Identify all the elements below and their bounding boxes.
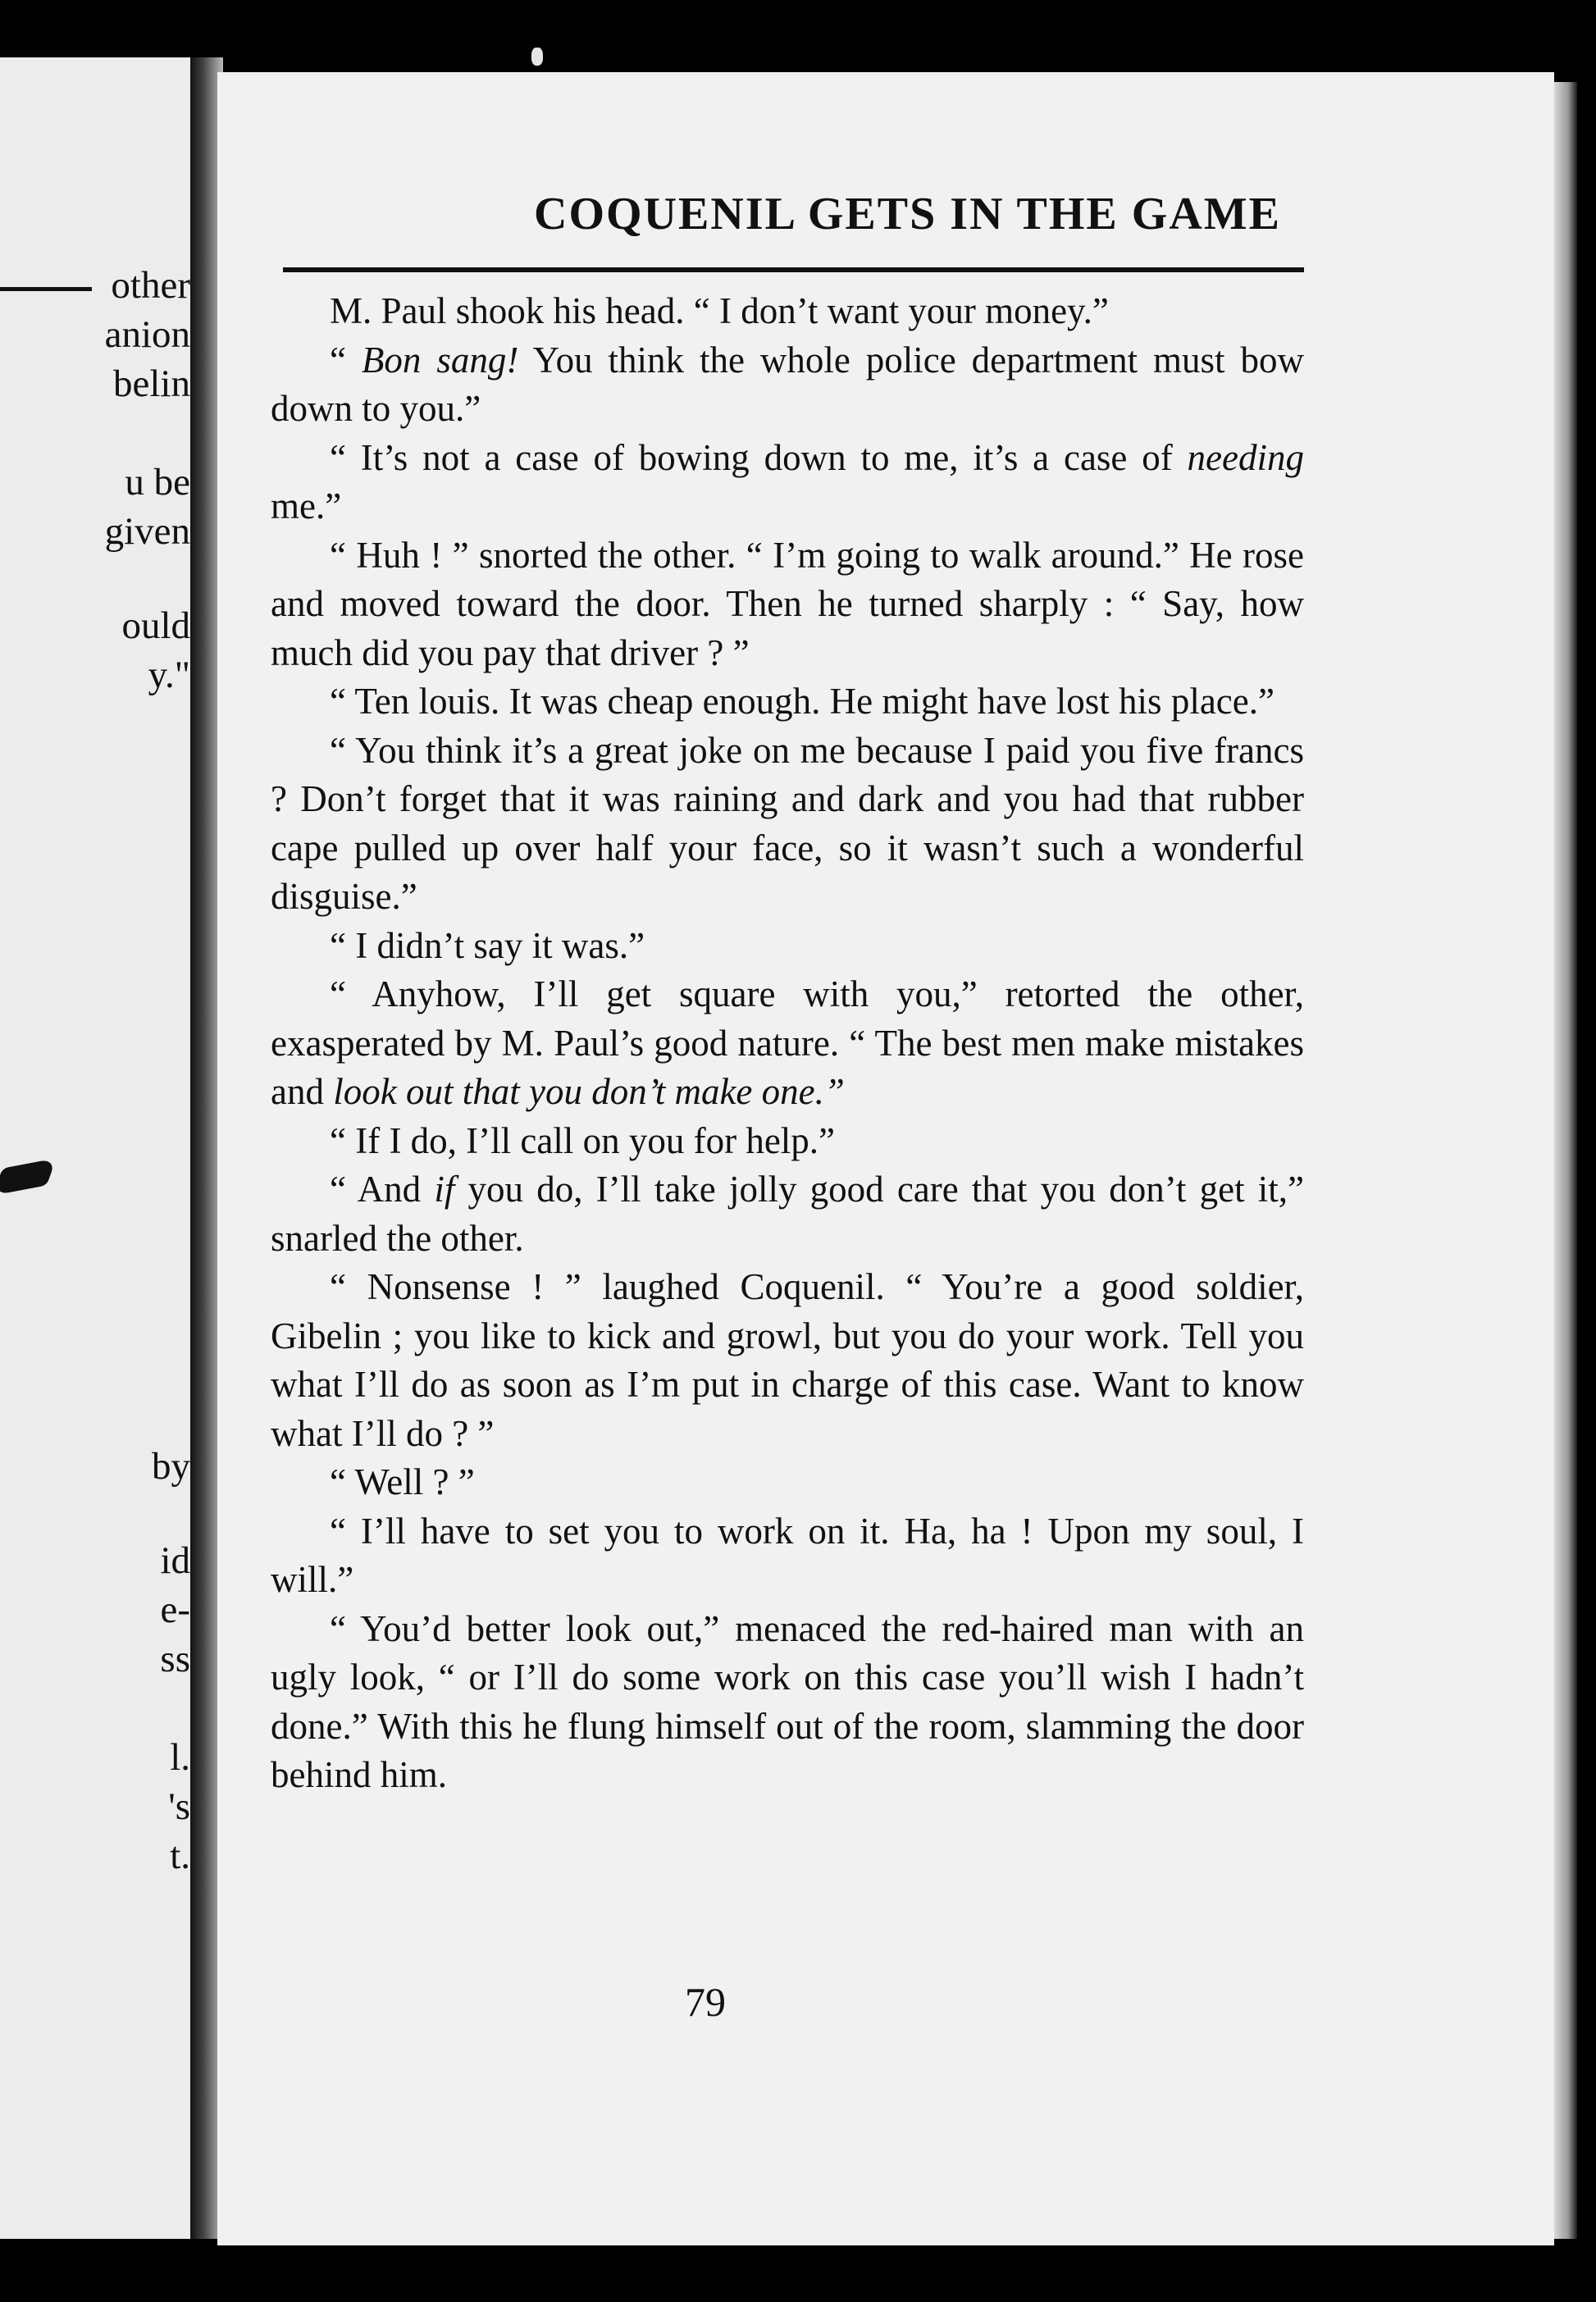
text-run: “ Ten louis. It was cheap enough. He might have lost his place.” bbox=[330, 681, 1275, 722]
book-page bbox=[217, 72, 1554, 2245]
paragraph bbox=[271, 434, 1304, 531]
text-run: “ And bbox=[330, 1169, 435, 1210]
paragraph bbox=[271, 970, 1304, 1117]
text-run: “ If I do, I’ll call on you for help.” bbox=[330, 1119, 836, 1161]
paper-speck bbox=[531, 48, 543, 66]
previous-page-fragment: other bbox=[111, 264, 190, 307]
paragraph bbox=[271, 677, 1304, 727]
previous-page-fragment: ould bbox=[121, 604, 190, 647]
paragraph bbox=[271, 727, 1304, 922]
text-run: “ It’s not a case of bowing down to me, it’s a case of bbox=[330, 436, 1188, 478]
paragraph bbox=[271, 1165, 1304, 1263]
paragraph bbox=[271, 922, 1304, 971]
text-run: “ I’ll have to set you to work on it. Ha, ha ! Upon my soul, I will.” bbox=[271, 1510, 1304, 1600]
previous-page-fragment: by bbox=[152, 1445, 190, 1488]
previous-page-head-rule bbox=[0, 287, 92, 291]
text-run: “ Huh ! ” snorted the other. “ I’m going to walk around.” He rose and moved toward the door. Then he turned sharply : “ Say, how much did you pay that driver ? ” bbox=[271, 534, 1304, 673]
text-run: You think the whole police department must bow down to you.” bbox=[271, 339, 1304, 429]
text-run: “ bbox=[330, 339, 362, 381]
previous-page-fragment: id bbox=[160, 1539, 190, 1582]
paragraph bbox=[271, 1507, 1304, 1605]
page-number: 79 bbox=[685, 1979, 726, 2025]
paragraph bbox=[271, 287, 1304, 336]
previous-page-fragment: ss bbox=[160, 1638, 190, 1680]
previous-page-fragment: y." bbox=[148, 654, 190, 696]
paragraph bbox=[271, 1458, 1304, 1507]
text-run: “ I didn’t say it was.” bbox=[330, 924, 645, 966]
text-run: “ You’d better look out,” menaced the red-haired man with an ugly look, “ or I’ll do some work on this case you’ll wish I hadn’t done.” With this he flung himself out of the room, slamming the door behind him. bbox=[271, 1607, 1304, 1795]
paragraph bbox=[271, 1117, 1304, 1166]
previous-page-fragment: 's bbox=[168, 1785, 190, 1828]
previous-page-fragment: belin bbox=[113, 362, 190, 405]
paragraph bbox=[271, 531, 1304, 678]
running-head: COQUENIL GETS IN THE GAME bbox=[534, 189, 1281, 239]
text-run: “ Nonsense ! ” laughed Coquenil. “ You’re a good soldier, Gibelin ; you like to kick and growl, but you do your work. Tell you what I’ll do as soon as I’m put in charge of this case. Want to know what I’ll do ? ” bbox=[271, 1266, 1304, 1454]
text-run: “ Well ? ” bbox=[330, 1461, 475, 1502]
previous-page-fragment: anion bbox=[104, 313, 190, 356]
text-run: “ You think it’s a great joke on me because I paid you five francs ? Don’t forget that it was raining and dark and you had that rubber cape pulled up over half your face, so it wasn’t such a wonderful disguise.” bbox=[271, 729, 1304, 917]
italic-run: Bon sang! bbox=[361, 339, 519, 381]
body-text bbox=[271, 287, 1304, 1800]
italic-run: look out that you don’t make one.” bbox=[333, 1071, 845, 1112]
page-edge-shadow bbox=[1554, 82, 1577, 2239]
paragraph bbox=[271, 1263, 1304, 1458]
previous-page-ornament bbox=[0, 1158, 57, 1196]
paragraph bbox=[271, 1605, 1304, 1800]
previous-page-fragment: e- bbox=[160, 1589, 190, 1631]
text-run: you do, I’ll take jolly good care that you don’t get it,” snarled the other. bbox=[271, 1169, 1304, 1259]
previous-page-fragment: t. bbox=[170, 1835, 190, 1877]
text-run: M. Paul shook his head. “ I don’t want your money.” bbox=[330, 290, 1109, 331]
previous-page-fragment: l. bbox=[170, 1736, 190, 1779]
previous-page-fragment: given bbox=[104, 510, 190, 553]
previous-page-edge bbox=[0, 57, 190, 2239]
text-run: me.” bbox=[271, 485, 342, 526]
previous-page-fragment: u be bbox=[125, 461, 190, 504]
running-head-rule bbox=[283, 267, 1304, 272]
text-run: “ Anyhow, I’ll get square with you,” retorted the other, exasperated by M. Paul’s good nature. “ The best men make mistakes and bbox=[271, 973, 1304, 1112]
italic-run: if bbox=[434, 1169, 455, 1210]
italic-run: needing bbox=[1187, 436, 1304, 478]
paragraph bbox=[271, 336, 1304, 434]
